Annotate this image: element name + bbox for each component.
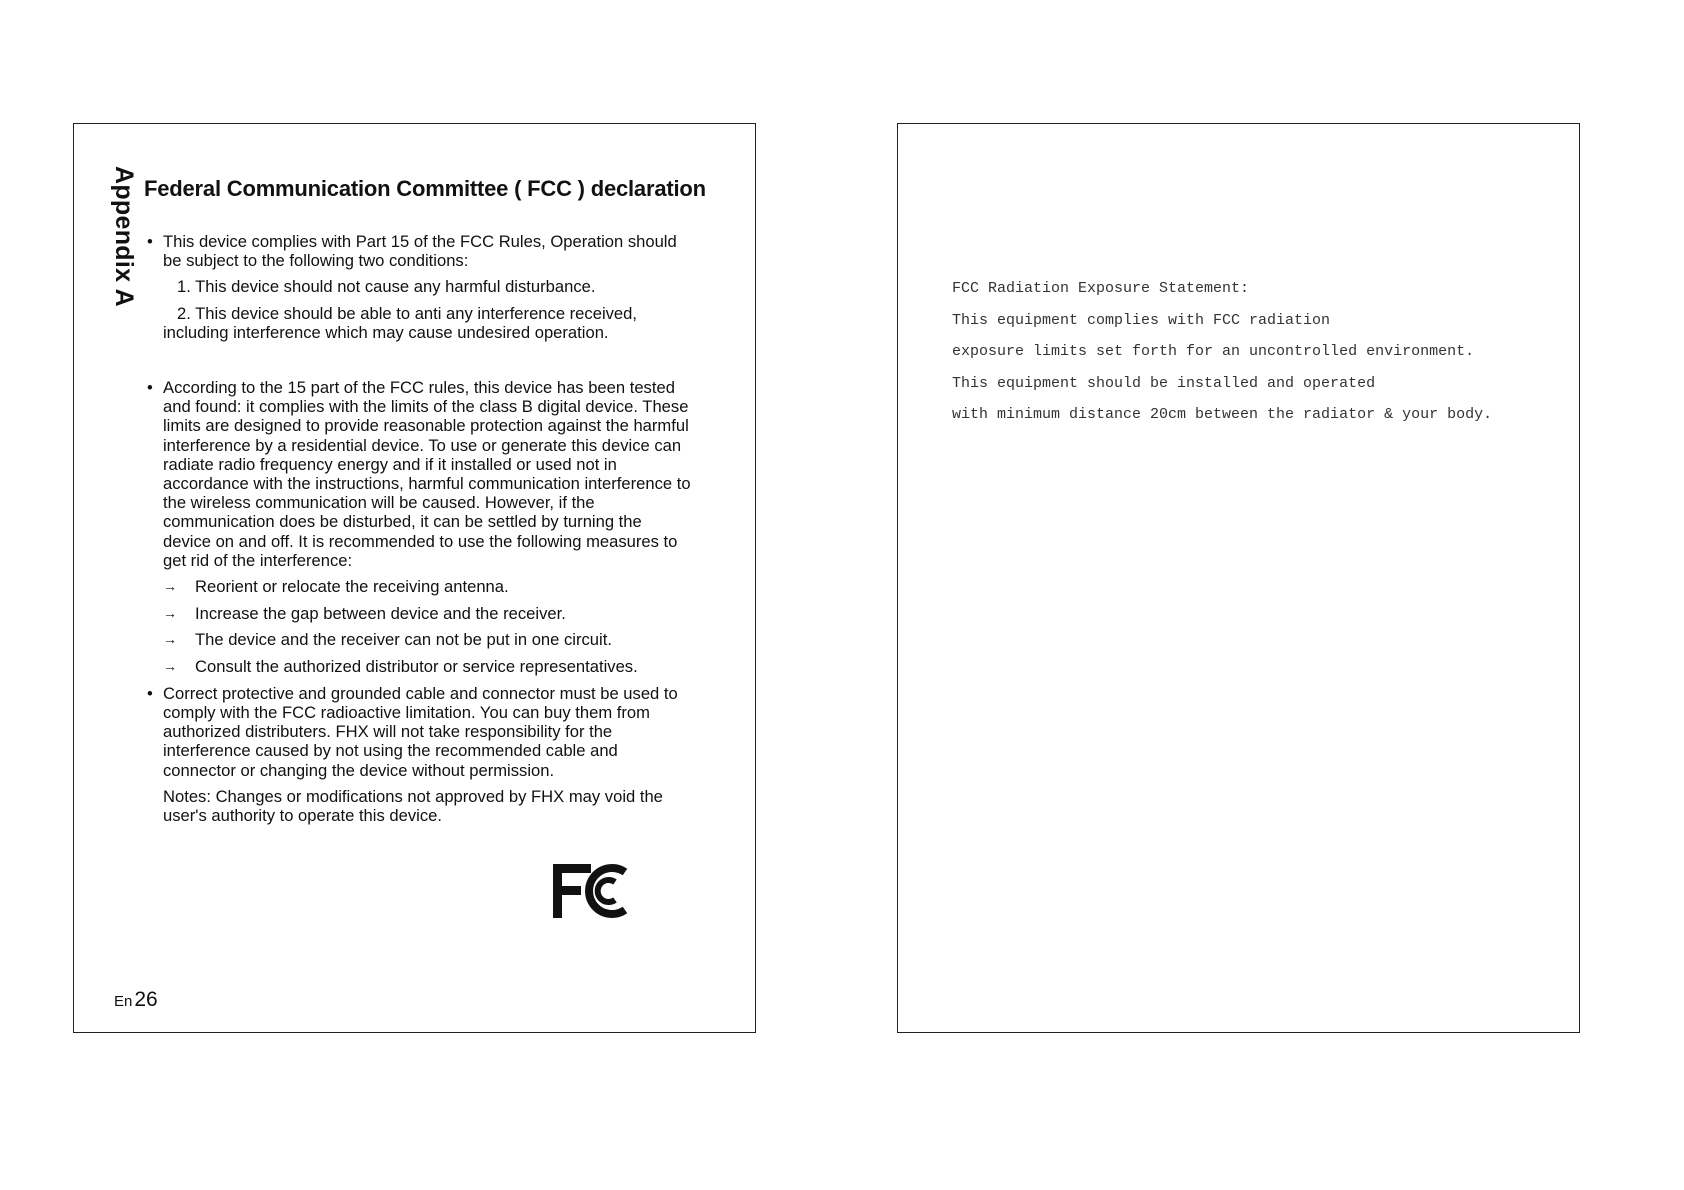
statement-line: exposure limits set forth for an uncontrolled environment. xyxy=(952,343,1475,361)
right-arrow-icon: → xyxy=(163,578,177,595)
list-item xyxy=(147,630,692,649)
page-number-prefix: En xyxy=(114,993,133,1010)
condition-2: 2. This device should be able to anti any interference received, including interference which may cause undesired operation. xyxy=(163,303,637,342)
statement-line: FCC Radiation Exposure Statement: xyxy=(952,280,1250,297)
statement-line: This equipment should be installed and operated xyxy=(952,374,1376,392)
measure-text: Consult the authorized distributor or service representatives. xyxy=(195,657,638,677)
page-number xyxy=(114,988,158,1012)
bullet-dot-icon: • xyxy=(147,378,153,397)
bullet-class-b xyxy=(147,378,692,570)
page-number-value: 26 xyxy=(134,988,158,1011)
statement-line: This equipment complies with FCC radiation xyxy=(952,311,1331,329)
right-arrow-icon: → xyxy=(163,658,177,675)
bullet-dot-icon: • xyxy=(147,683,153,703)
measure-text: The device and the receiver can not be put in one circuit. xyxy=(195,630,612,650)
measure-text: Reorient or relocate the receiving antenna. xyxy=(195,577,509,597)
list-item xyxy=(147,604,692,623)
right-arrow-icon: → xyxy=(163,604,177,621)
appendix-side-label: Appendix A xyxy=(110,166,138,307)
bullet-cable xyxy=(147,684,692,780)
bullet-class-b-text: According to the 15 part of the FCC rules, this device has been tested and found: it complies with the limits of the class B digital device. These limits are designed to provide reasonable protection against the harmful interference by a residential device. To use or generate this device can radiate radio frequency energy and if it installed or used not in accordance with the instructions, harmful communication interference to the wireless communication will be caused. However, if the communication does be disturbed, it can be settled by turning the device on and off. It is recommended to use the following measures to get rid of the interference: xyxy=(163,378,691,570)
bullet-part15 xyxy=(147,232,692,270)
fcc-logo-icon xyxy=(551,862,631,920)
condition-1: 1. This device should not cause any harmful disturbance. xyxy=(177,277,596,297)
bullet-part15-text: This device complies with Part 15 of the FCC Rules, Operation should be subject to the following two conditions: xyxy=(163,232,677,271)
interference-measures-list xyxy=(147,577,692,676)
fcc-class-b-section xyxy=(147,378,692,825)
right-arrow-icon: → xyxy=(163,631,177,648)
fcc-declaration-title: Federal Communication Committee ( FCC ) declaration xyxy=(144,176,706,201)
bullet-cable-text: Correct protective and grounded cable and connector must be used to comply with the FCC radioactive limitation. You can buy them from authorized distributers. FHX will not take responsibility for the interference caused by not using the recommended cable and connector or changing the device without permission. xyxy=(163,683,678,780)
list-item xyxy=(147,657,692,676)
notes-text: Notes: Changes or modifications not approved by FHX may void the user's authority to operate this device. xyxy=(163,786,663,826)
measure-text: Increase the gap between device and the receiver. xyxy=(195,603,566,623)
list-item xyxy=(147,577,692,596)
statement-line: with minimum distance 20cm between the radiator & your body. xyxy=(952,406,1493,424)
fcc-conditions-section xyxy=(147,232,692,342)
right-page xyxy=(897,123,1580,1033)
bullet-dot-icon: • xyxy=(147,232,153,251)
fcc-radiation-statement xyxy=(952,278,1552,436)
